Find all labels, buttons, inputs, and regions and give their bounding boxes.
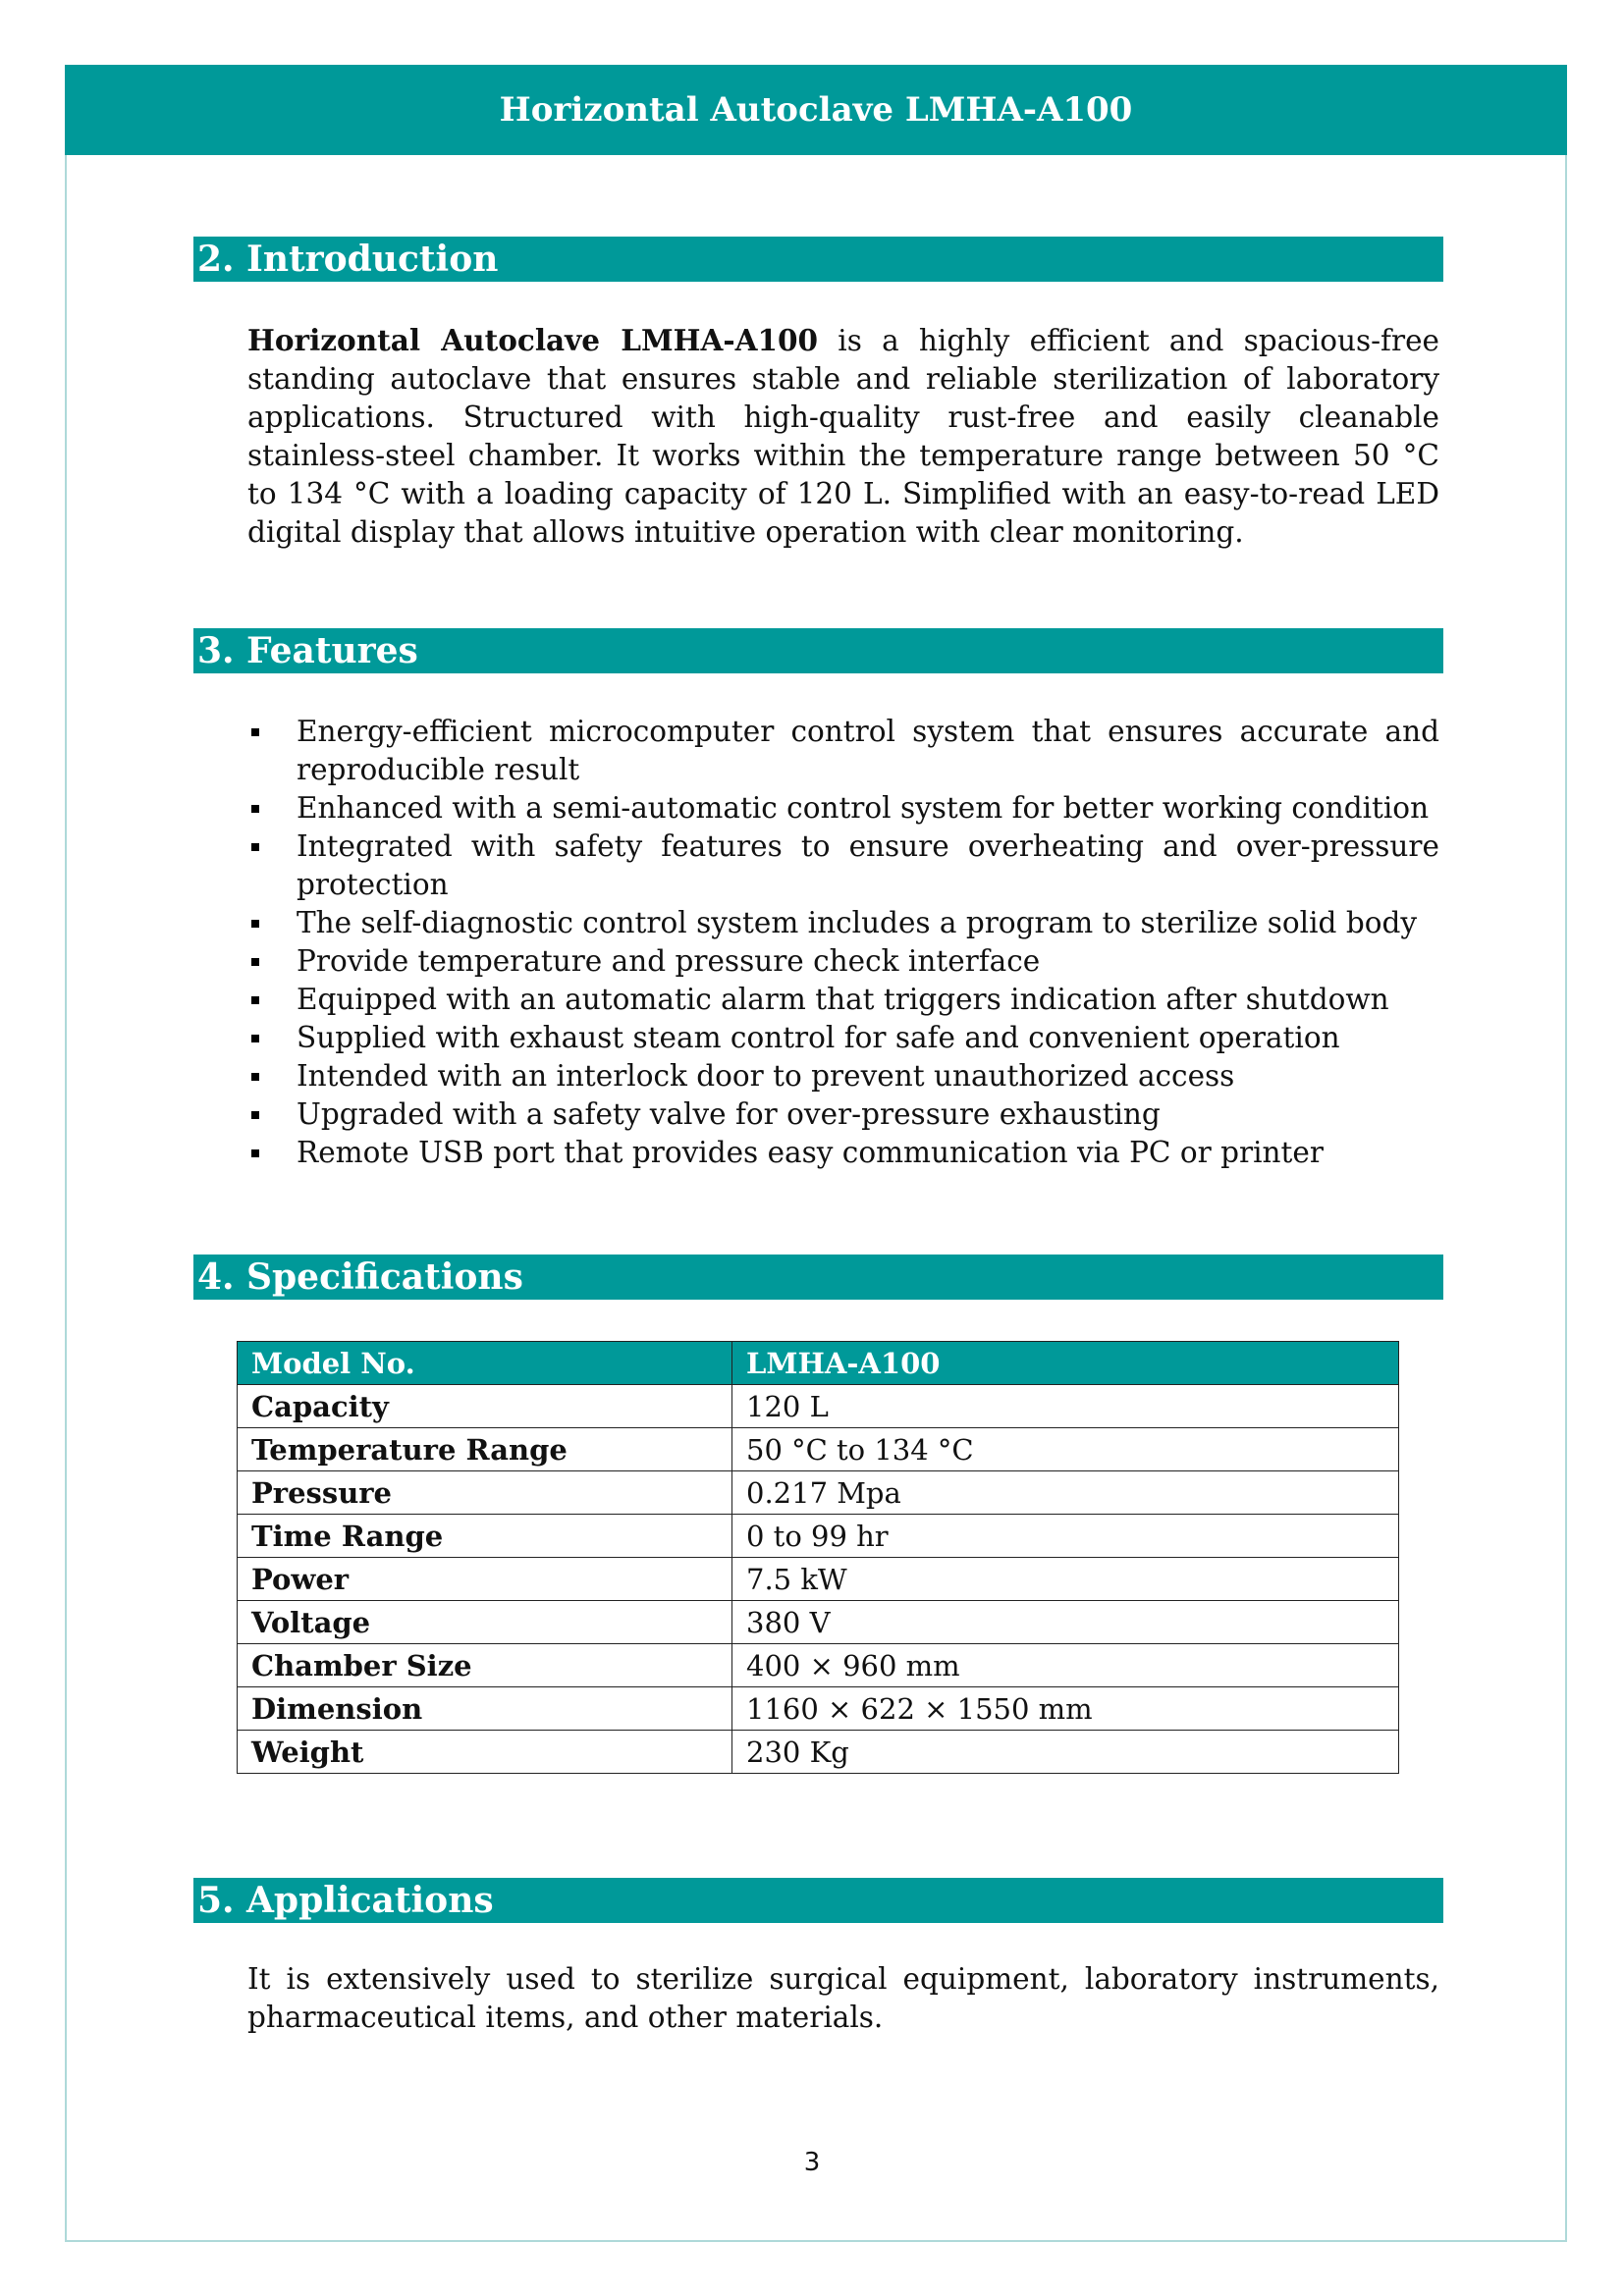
square-bullet-icon [251,996,259,1004]
square-bullet-icon [251,920,259,928]
feature-text: Integrated with safety features to ensure overheating and over-pressure protection [297,829,1439,901]
spec-value: 50 °C to 134 °C [732,1428,1399,1471]
feature-text: Supplied with exhaust steam control for safe and convenient operation [297,1021,1340,1054]
spec-value: 0.217 Mpa [732,1471,1399,1515]
spec-value: 120 L [732,1385,1399,1428]
table-header-row [238,1342,1399,1385]
product-name: Horizontal Autoclave LMHA-A100 [247,323,819,357]
list-item [247,1134,1439,1172]
features-list [247,713,1439,1172]
spec-label: Dimension [238,1687,732,1731]
table-row [238,1731,1399,1774]
list-item [247,1057,1439,1095]
section-number: 4. [197,1256,235,1298]
introduction-text: is a highly efficient and spacious-free standing autoclave that ensures stable and reliable sterilization of laboratory applications. Structured with high-quality rust-free and easily cleanable stainless-steel chamber. It works within the temperature range between 50 °C to 134 °C with a loading capacity of 120 L. Simplified with an easy-to-read LED digital display that allows intuitive operation with clear monitoring. [247,324,1439,549]
feature-text: Upgraded with a safety valve for over-pressure exhausting [297,1097,1161,1131]
square-bullet-icon [251,1035,259,1042]
spec-value: 230 Kg [732,1731,1399,1774]
table-header-cell: LMHA-A100 [732,1342,1399,1385]
square-bullet-icon [251,1073,259,1081]
table-row [238,1428,1399,1471]
spec-value: 1160 × 622 × 1550 mm [732,1687,1399,1731]
applications-paragraph: It is extensively used to sterilize surgical equipment, laboratory instruments, pharmaceutical items, and other materials. [247,1962,1439,2034]
section-number: 3. [197,630,235,671]
page-number: 3 [803,2148,821,2177]
list-item [247,1019,1439,1057]
square-bullet-icon [251,1111,259,1119]
feature-text: Enhanced with a semi-automatic control system for better working condition [297,791,1430,825]
table-row [238,1687,1399,1731]
specifications-table [237,1341,1399,1774]
table-row [238,1644,1399,1687]
feature-text: Remote USB port that provides easy communication via PC or printer [297,1136,1324,1169]
spec-label: Weight [238,1731,732,1774]
section-title: Specifications [246,1256,523,1298]
spec-label: Pressure [238,1471,732,1515]
list-item [247,942,1439,981]
square-bullet-icon [251,958,259,966]
spec-value: 400 × 960 mm [732,1644,1399,1687]
section-title: Introduction [246,239,499,280]
spec-label: Temperature Range [238,1428,732,1471]
spec-value: 0 to 99 hr [732,1515,1399,1558]
square-bullet-icon [251,1149,259,1157]
section-heading-introduction [193,237,1443,282]
spec-label: Voltage [238,1601,732,1644]
section-number: 2. [197,239,235,280]
spec-label: Chamber Size [238,1644,732,1687]
section-heading-applications [193,1878,1443,1923]
section-heading-specifications [193,1255,1443,1300]
list-item [247,981,1439,1019]
table-row [238,1385,1399,1428]
table-row [238,1558,1399,1601]
feature-text: Provide temperature and pressure check interface [297,944,1041,978]
spec-value: 7.5 kW [732,1558,1399,1601]
section-heading-features [193,628,1443,673]
table-row [238,1471,1399,1515]
page-header-title: Horizontal Autoclave LMHA-A100 [499,90,1133,130]
table-row [238,1515,1399,1558]
list-item [247,789,1439,828]
feature-text: Intended with an interlock door to prevent unauthorized access [297,1059,1235,1093]
spec-label: Time Range [238,1515,732,1558]
spec-value: 380 V [732,1601,1399,1644]
spec-label: Power [238,1558,732,1601]
feature-text: The self-diagnostic control system includes a program to sterilize solid body [297,906,1418,939]
square-bullet-icon [251,805,259,813]
section-title: Features [246,630,418,671]
section-number: 5. [197,1880,235,1921]
table-row [238,1601,1399,1644]
list-item [247,904,1439,942]
introduction-paragraph [247,321,1439,552]
table-header-cell: Model No. [238,1342,732,1385]
feature-text: Energy-efficient microcomputer control system that ensures accurate and reproducible result [297,715,1439,786]
page-header [65,65,1567,155]
square-bullet-icon [251,843,259,851]
section-title: Applications [246,1880,494,1921]
square-bullet-icon [251,728,259,736]
list-item [247,828,1439,904]
spec-label: Capacity [238,1385,732,1428]
feature-text: Equipped with an automatic alarm that triggers indication after shutdown [297,983,1389,1016]
list-item [247,1095,1439,1134]
list-item [247,713,1439,789]
